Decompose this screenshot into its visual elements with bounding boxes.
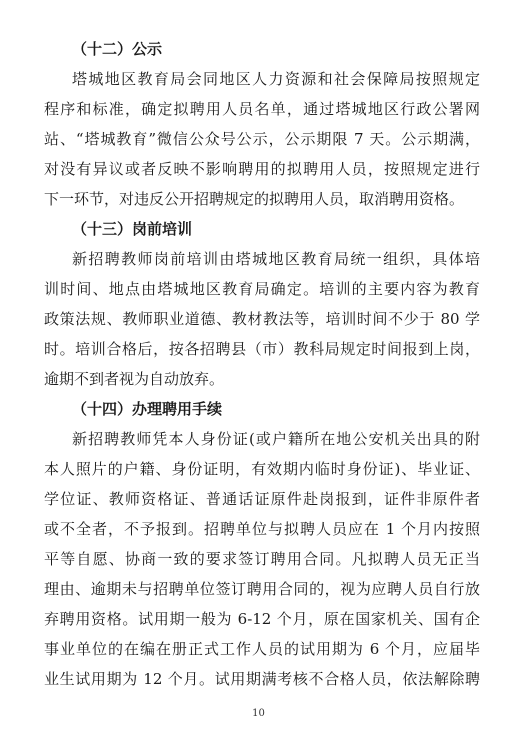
paragraph-line: 站、“塔城教育”微信公众号公示，公示期限 7 天。公示期满，	[44, 130, 480, 148]
section-pre-job-training	[44, 214, 480, 394]
paragraph-line: 或不全者，不予报到。招聘单位与拟聘人员应在 1 个月内按照	[44, 520, 480, 538]
section-public-notice	[44, 34, 480, 214]
section-heading-pre-job-training: （十三）岗前培训	[72, 220, 193, 238]
paragraph-line: 训时间、地点由塔城地区教育局确定。培训的主要内容为教育	[44, 280, 480, 298]
paragraph-line: 政策法规、教师职业道德、教材教法等，培训时间不少于 80 学	[44, 310, 480, 328]
paragraph-line: 弃聘用资格。试用期一般为 6-12 个月，原在国家机关、国有企	[44, 610, 480, 628]
page-number: 10	[252, 708, 265, 719]
paragraph-line: 逾期不到者视为自动放弃。	[44, 370, 225, 388]
paragraph-line: 对没有异议或者反映不影响聘用的拟聘用人员，按照规定进行	[44, 160, 480, 178]
paragraph-line: 事业单位的在编在册正式工作人员的试用期为 6 个月，应届毕	[44, 640, 480, 658]
paragraph-line: 业生试用期为 12 个月。试用期满考核不合格人员，依法解除聘	[44, 670, 480, 688]
paragraph-line: 时。培训合格后，按各招聘县（市）教科局规定时间报到上岗，	[44, 340, 480, 358]
paragraph-line: 理由、逾期未与招聘单位签订聘用合同的，视为应聘人员自行放	[44, 580, 480, 598]
paragraph-line: 程序和标准，确定拟聘用人员名单，通过塔城地区行政公署网	[44, 100, 480, 118]
paragraph-line: 本人照片的户籍、身份证明，有效期内临时身份证)、毕业证、	[44, 460, 480, 478]
paragraph-line: 学位证、教师资格证、普通话证原件赴岗报到，证件非原件者	[44, 490, 480, 508]
paragraph-line: 平等自愿、协商一致的要求签订聘用合同。凡拟聘人员无正当	[44, 550, 480, 568]
section-heading-public-notice: （十二）公示	[72, 40, 163, 58]
document-body	[44, 34, 480, 694]
section-employment-procedures	[44, 394, 480, 694]
paragraph-line: 塔城地区教育局会同地区人力资源和社会保障局按照规定	[72, 70, 480, 88]
paragraph-line: 新招聘教师凭本人身份证(或户籍所在地公安机关出具的附	[72, 430, 480, 448]
section-heading-employment-procedures: （十四）办理聘用手续	[72, 400, 223, 418]
paragraph-line: 下一环节，对违反公开招聘规定的拟聘用人员，取消聘用资格。	[44, 190, 465, 208]
paragraph-line: 新招聘教师岗前培训由塔城地区教育局统一组织，具体培	[72, 250, 480, 268]
